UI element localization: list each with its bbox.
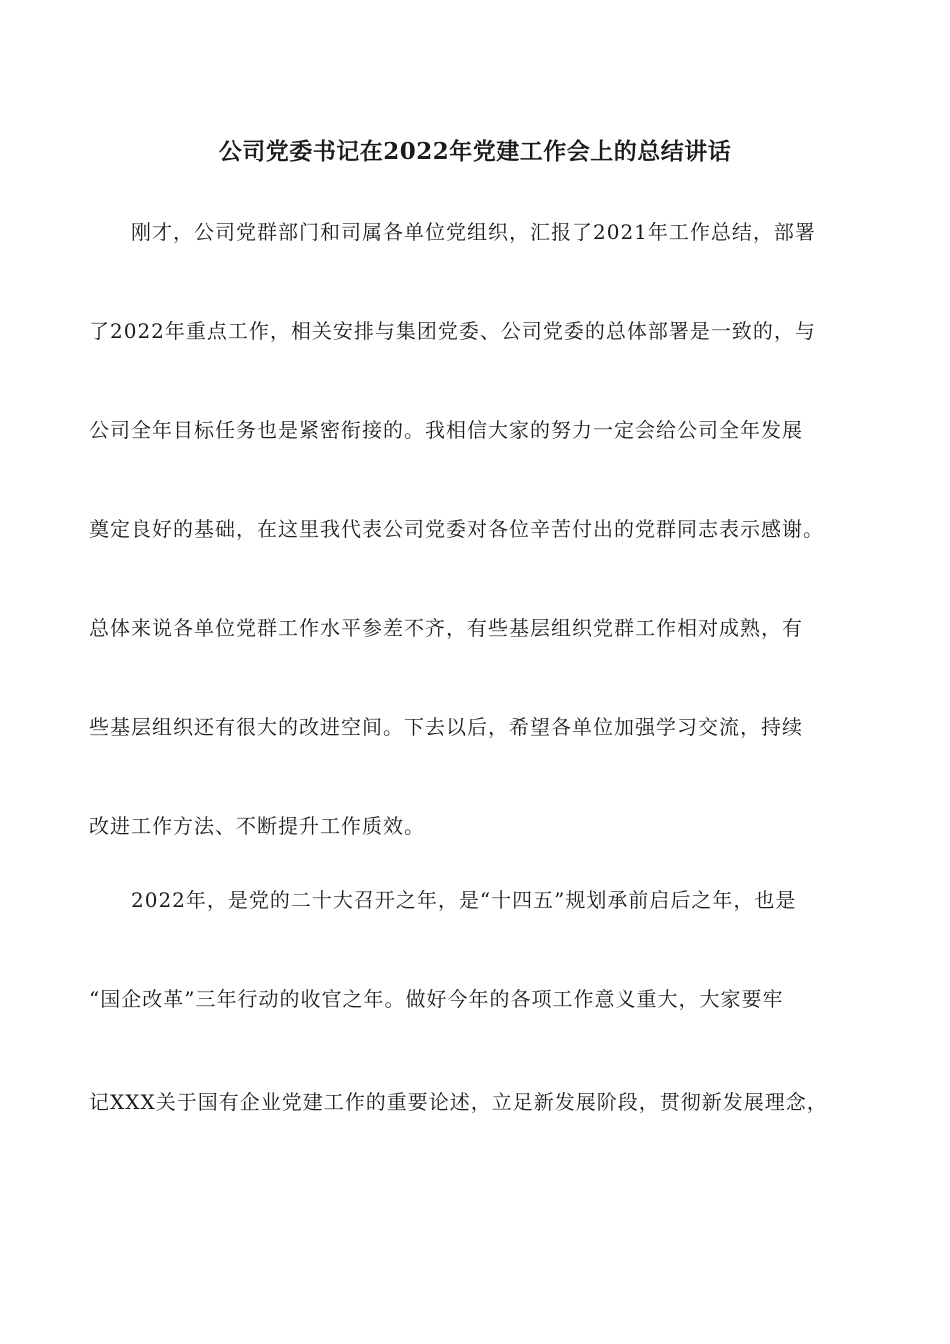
paragraph-line: 总体来说各单位党群工作水平参差不齐，有些基层组织党群工作相对成熟，有 bbox=[89, 616, 803, 640]
paragraph-line: 2022年，是党的二十大召开之年，是“十四五”规划承前启后之年，也是 bbox=[131, 888, 797, 912]
paragraph-line: 些基层组织还有很大的改进空间。下去以后，希望各单位加强学习交流，持续 bbox=[89, 715, 803, 739]
paragraph-line: 公司全年目标任务也是紧密衔接的。我相信大家的努力一定会给公司全年发展 bbox=[89, 418, 803, 442]
paragraph-line: 改进工作方法、不断提升工作质效。 bbox=[89, 814, 425, 838]
paragraph-line: 记XXX关于国有企业党建工作的重要论述，立足新发展阶段，贯彻新发展理念， bbox=[89, 1090, 828, 1114]
paragraph-line: 刚才，公司党群部门和司属各单位党组织，汇报了2021年工作总结，部署 bbox=[131, 220, 816, 244]
paragraph-line: 了2022年重点工作，相关安排与集团党委、公司党委的总体部署是一致的，与 bbox=[89, 319, 816, 343]
paragraph-line: 奠定良好的基础，在这里我代表公司党委对各位辛苦付出的党群同志表示感谢。 bbox=[89, 517, 824, 541]
paragraph-line: “国企改革”三年行动的收官之年。做好今年的各项工作意义重大，大家要牢 bbox=[89, 987, 784, 1011]
document-title: 公司党委书记在2022年党建工作会上的总结讲话 bbox=[218, 138, 732, 165]
